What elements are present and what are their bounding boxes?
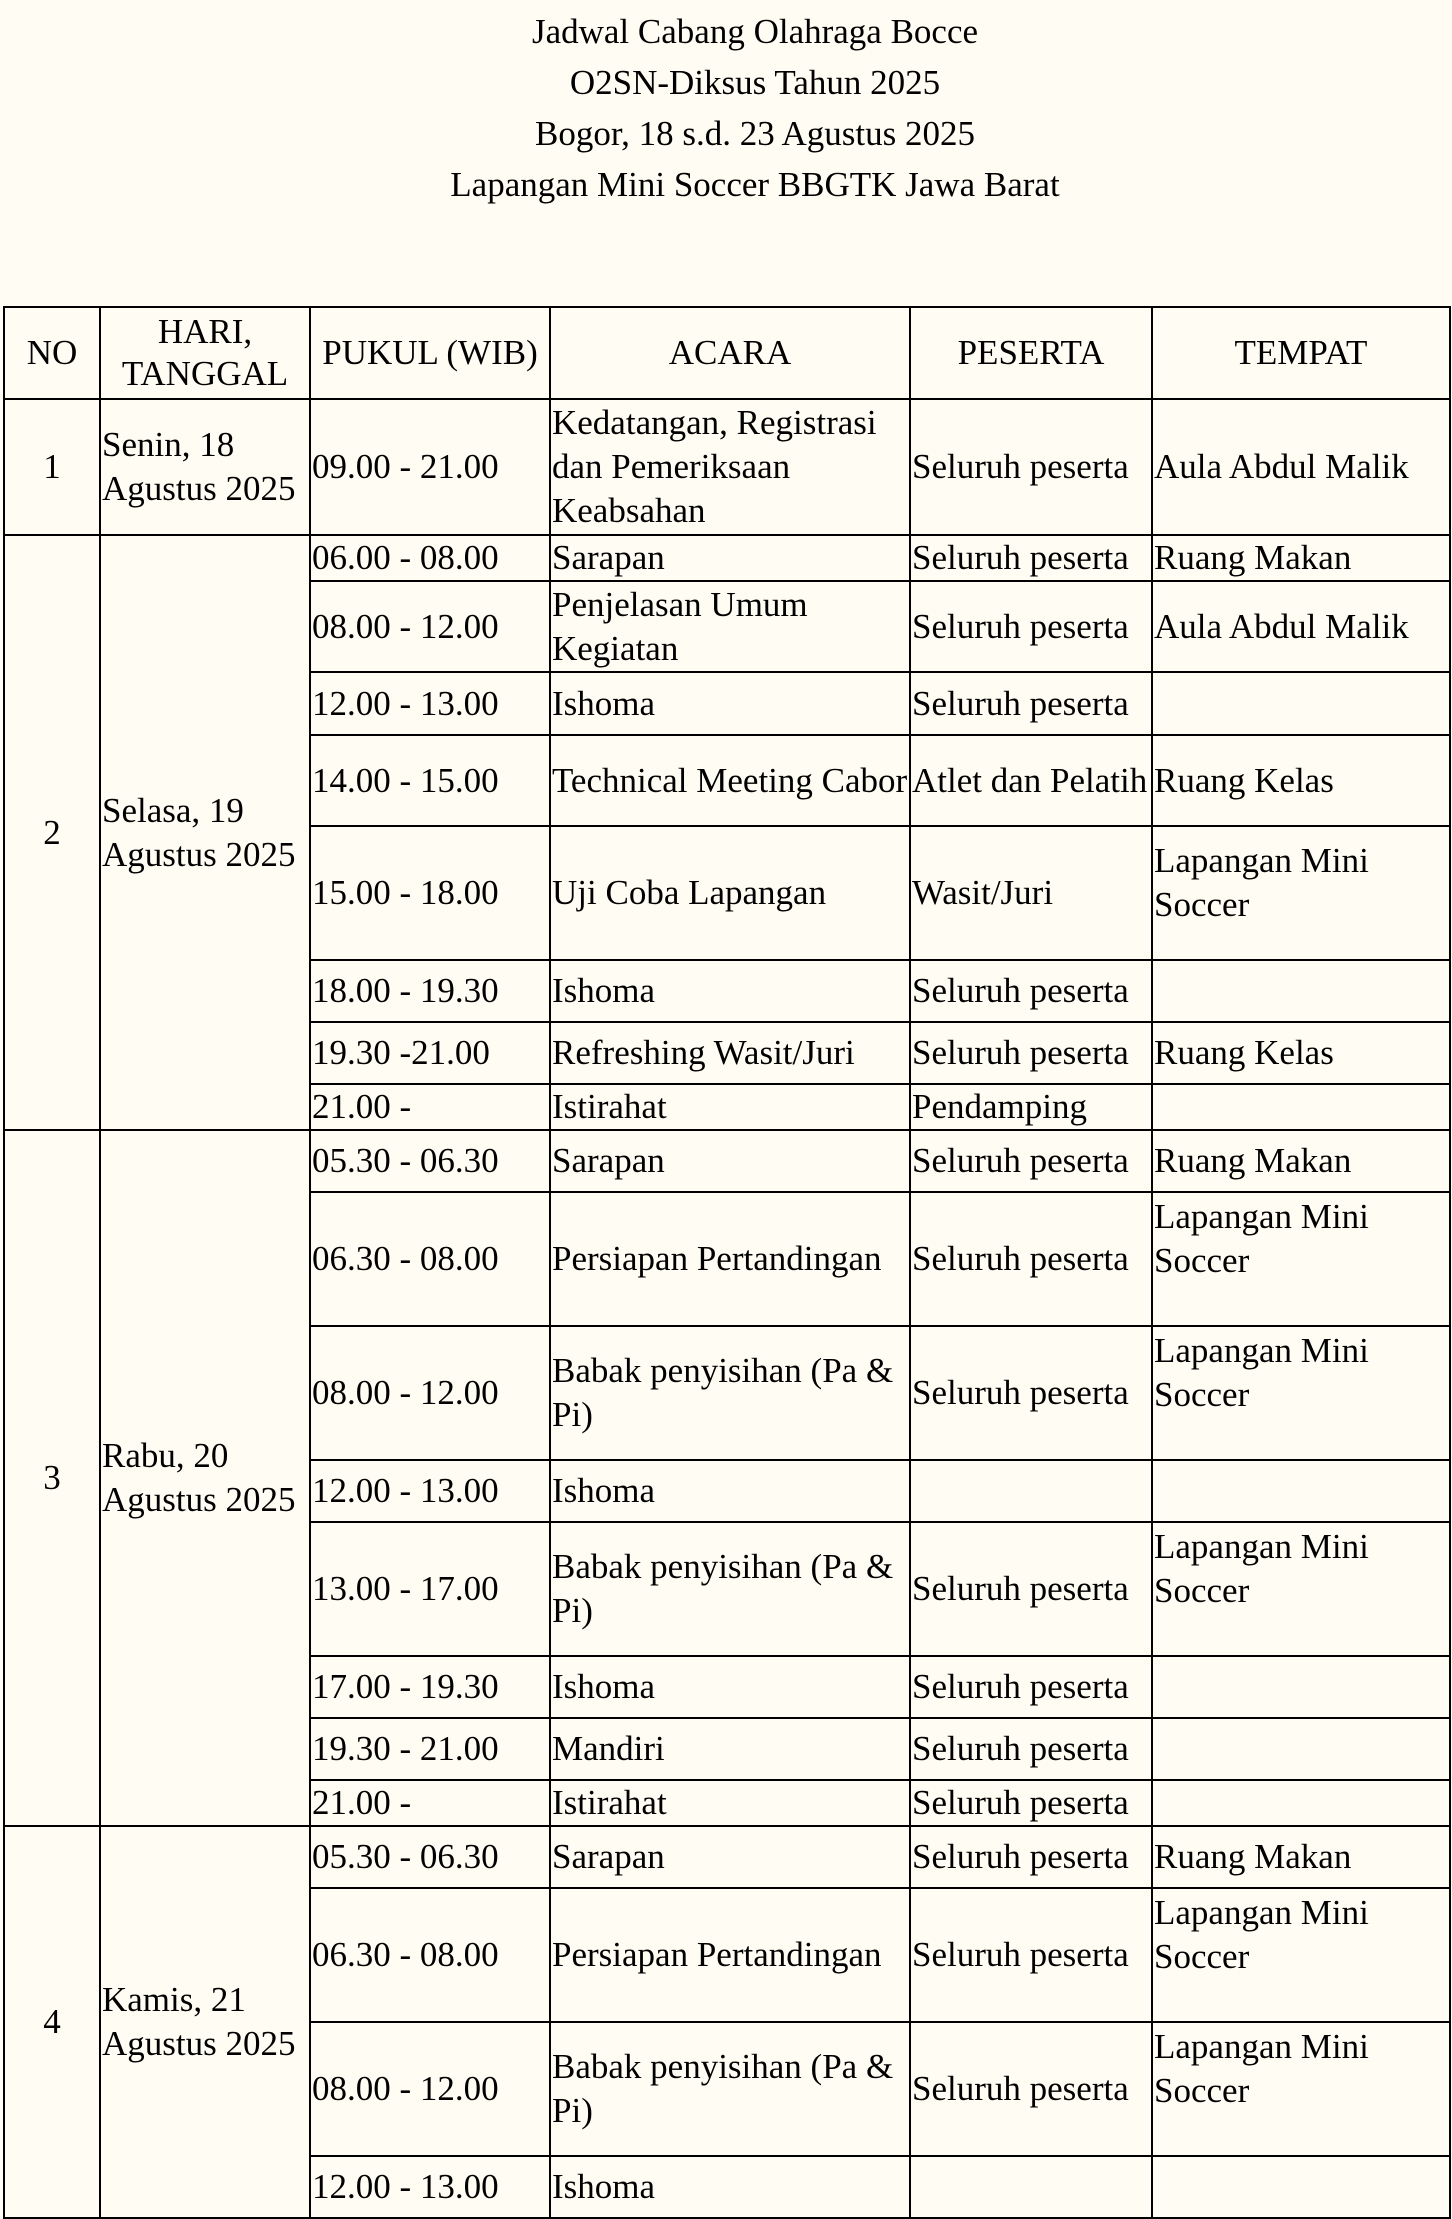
peserta-cell: Seluruh peserta: [910, 535, 1152, 581]
day-number: 4: [4, 1826, 100, 2218]
peserta-cell: Seluruh peserta: [910, 672, 1152, 735]
tempat-cell: Lapangan Mini Soccer: [1152, 826, 1450, 960]
acara-cell: Sarapan: [550, 535, 910, 581]
peserta-cell: Seluruh peserta: [910, 1192, 1152, 1326]
col-header-hari: HARI, TANGGAL: [100, 307, 310, 399]
acara-cell: Ishoma: [550, 1460, 910, 1522]
document-header: [0, 6, 1452, 210]
day-number: 1: [4, 399, 100, 535]
col-header-acara: ACARA: [550, 307, 910, 399]
tempat-cell: Aula Abdul Malik: [1152, 399, 1450, 535]
time-cell: 12.00 - 13.00: [310, 672, 550, 735]
header-title: Jadwal Cabang Olahraga Bocce: [531, 12, 979, 51]
peserta-cell: [910, 2156, 1152, 2218]
peserta-cell: Seluruh peserta: [910, 960, 1152, 1022]
time-cell: 12.00 - 13.00: [310, 1460, 550, 1522]
peserta-cell: Atlet dan Pelatih: [910, 735, 1152, 826]
time-cell: 17.00 - 19.30: [310, 1656, 550, 1718]
peserta-cell: Seluruh peserta: [910, 1522, 1152, 1656]
acara-cell: Istirahat: [550, 1084, 910, 1130]
table-row: [4, 1130, 1450, 1192]
acara-cell: Babak penyisihan (Pa & Pi): [550, 1522, 910, 1656]
col-header-pukul: PUKUL (WIB): [310, 307, 550, 399]
day-number: 3: [4, 1130, 100, 1826]
acara-cell: Babak penyisihan (Pa & Pi): [550, 1326, 910, 1460]
time-cell: 05.30 - 06.30: [310, 1826, 550, 1888]
acara-cell: Kedatangan, Registrasi dan Pemeriksaan Keabsahan: [550, 399, 910, 535]
time-cell: 08.00 - 12.00: [310, 2022, 550, 2156]
peserta-cell: [910, 1460, 1152, 1522]
table-header-row: [4, 307, 1450, 399]
schedule-table: [3, 306, 1451, 2219]
acara-cell: Uji Coba Lapangan: [550, 826, 910, 960]
tempat-cell: [1152, 1656, 1450, 1718]
col-header-peserta: PESERTA: [910, 307, 1152, 399]
col-header-tempat: TEMPAT: [1152, 307, 1450, 399]
tempat-cell: [1152, 1718, 1450, 1780]
time-cell: 15.00 - 18.00: [310, 826, 550, 960]
header-event: O2SN-Diksus Tahun 2025: [569, 63, 941, 102]
time-cell: 06.00 - 08.00: [310, 535, 550, 581]
time-cell: 06.30 - 08.00: [310, 1192, 550, 1326]
acara-cell: Penjelasan Umum Kegiatan: [550, 581, 910, 672]
tempat-cell: Lapangan Mini Soccer: [1152, 1192, 1450, 1326]
day-date: Rabu, 20 Agustus 2025: [100, 1130, 310, 1826]
tempat-cell: Lapangan Mini Soccer: [1152, 1888, 1450, 2022]
acara-cell: Sarapan: [550, 1826, 910, 1888]
acara-cell: Persiapan Pertandingan: [550, 1888, 910, 2022]
table-row: [4, 535, 1450, 581]
tempat-cell: Lapangan Mini Soccer: [1152, 1326, 1450, 1460]
tempat-cell: Ruang Kelas: [1152, 735, 1450, 826]
time-cell: 13.00 - 17.00: [310, 1522, 550, 1656]
time-cell: 21.00 -: [310, 1780, 550, 1826]
col-header-no: NO: [4, 307, 100, 399]
peserta-cell: Seluruh peserta: [910, 1826, 1152, 1888]
time-cell: 19.30 -21.00: [310, 1022, 550, 1084]
day-date: Senin, 18 Agustus 2025: [100, 399, 310, 535]
table-body: [4, 399, 1450, 2218]
acara-cell: Ishoma: [550, 2156, 910, 2218]
day-date: Kamis, 21 Agustus 2025: [100, 1826, 310, 2218]
tempat-cell: [1152, 1084, 1450, 1130]
peserta-cell: Seluruh peserta: [910, 2022, 1152, 2156]
time-cell: 21.00 -: [310, 1084, 550, 1130]
time-cell: 12.00 - 13.00: [310, 2156, 550, 2218]
acara-cell: Refreshing Wasit/Juri: [550, 1022, 910, 1084]
acara-cell: Sarapan: [550, 1130, 910, 1192]
time-cell: 09.00 - 21.00: [310, 399, 550, 535]
tempat-cell: Ruang Makan: [1152, 1130, 1450, 1192]
acara-cell: Ishoma: [550, 1656, 910, 1718]
peserta-cell: Seluruh peserta: [910, 1022, 1152, 1084]
tempat-cell: [1152, 1780, 1450, 1826]
acara-cell: Ishoma: [550, 672, 910, 735]
peserta-cell: Seluruh peserta: [910, 1780, 1152, 1826]
time-cell: 18.00 - 19.30: [310, 960, 550, 1022]
peserta-cell: Seluruh peserta: [910, 1718, 1152, 1780]
tempat-cell: Lapangan Mini Soccer: [1152, 2022, 1450, 2156]
time-cell: 19.30 - 21.00: [310, 1718, 550, 1780]
time-cell: 14.00 - 15.00: [310, 735, 550, 826]
acara-cell: Mandiri: [550, 1718, 910, 1780]
tempat-cell: Ruang Makan: [1152, 1826, 1450, 1888]
tempat-cell: Lapangan Mini Soccer: [1152, 1522, 1450, 1656]
tempat-cell: Ruang Kelas: [1152, 1022, 1450, 1084]
acara-cell: Istirahat: [550, 1780, 910, 1826]
acara-cell: Ishoma: [550, 960, 910, 1022]
peserta-cell: Seluruh peserta: [910, 1888, 1152, 2022]
peserta-cell: Seluruh peserta: [910, 581, 1152, 672]
tempat-cell: [1152, 1460, 1450, 1522]
acara-cell: Persiapan Pertandingan: [550, 1192, 910, 1326]
peserta-cell: Wasit/Juri: [910, 826, 1152, 960]
day-date: Selasa, 19 Agustus 2025: [100, 535, 310, 1130]
time-cell: 05.30 - 06.30: [310, 1130, 550, 1192]
header-date-place: Bogor, 18 s.d. 23 Agustus 2025: [534, 114, 976, 153]
peserta-cell: Seluruh peserta: [910, 399, 1152, 535]
peserta-cell: Seluruh peserta: [910, 1326, 1152, 1460]
acara-cell: Technical Meeting Cabor: [550, 735, 910, 826]
tempat-cell: [1152, 960, 1450, 1022]
peserta-cell: Pendamping: [910, 1084, 1152, 1130]
table-row: [4, 399, 1450, 535]
acara-cell: Babak penyisihan (Pa & Pi): [550, 2022, 910, 2156]
peserta-cell: Seluruh peserta: [910, 1130, 1152, 1192]
tempat-cell: Ruang Makan: [1152, 535, 1450, 581]
time-cell: 08.00 - 12.00: [310, 581, 550, 672]
tempat-cell: [1152, 2156, 1450, 2218]
day-number: 2: [4, 535, 100, 1130]
tempat-cell: [1152, 672, 1450, 735]
peserta-cell: Seluruh peserta: [910, 1656, 1152, 1718]
tempat-cell: Aula Abdul Malik: [1152, 581, 1450, 672]
header-venue: Lapangan Mini Soccer BBGTK Jawa Barat: [450, 165, 1060, 204]
table-row: [4, 1826, 1450, 1888]
time-cell: 06.30 - 08.00: [310, 1888, 550, 2022]
time-cell: 08.00 - 12.00: [310, 1326, 550, 1460]
